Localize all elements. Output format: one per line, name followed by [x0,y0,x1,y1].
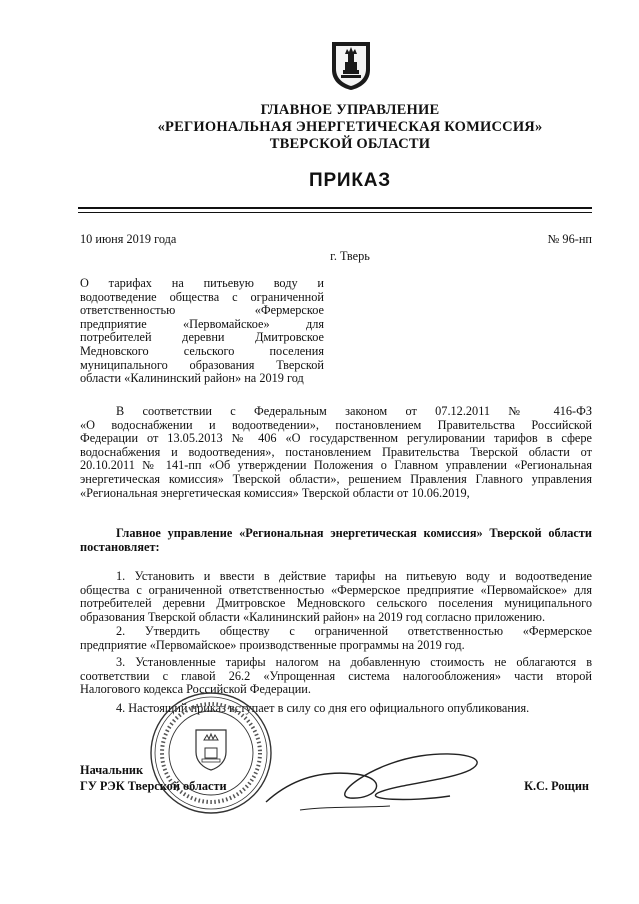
preamble-line: «Региональная энергетическая комиссия» Тверской области от 10.06.2019, [80,485,470,500]
item-line: потребителей деревни Дмитровское Медновского сельского поселения муниципального [80,596,592,611]
subject-line: предприятие «Первомайское» для [80,316,324,331]
document-subject [80,277,324,386]
preamble-line: энергетическая комиссия» Тверской области», решением Правления Главного управления [80,471,592,486]
subject-line: муниципального образования Тверской [80,357,324,372]
item-line: общества с ограниченной ответственностью «Фермерское предприятие «Первомайское» для [80,582,592,597]
document-city: г. Тверь [330,249,370,263]
preamble-line: В соответствии с Федеральным законом от 07.12.2011 № 416-ФЗ [116,404,592,418]
item-line: образования Тверской области «Калининский район» на 2019 год согласно приложению. [80,609,546,624]
subject-line: ответственностью «Фермерское [80,303,324,318]
resolution-line: Главное управление «Региональная энергетическая комиссия» Тверской области [116,526,592,540]
signatory-position [80,762,227,794]
signatory-name: К.С. Рощин [524,779,589,793]
preamble-line: «О водоснабжении и водоотведении», постановлением Правительства Российской [80,417,592,432]
subject-line: потребителей деревни Дмитровское [80,330,324,345]
coat-of-arms-icon [330,40,372,92]
subject-line: области «Калининский район» на 2019 год [80,371,304,386]
official-seal [148,690,274,816]
handwritten-signature [260,740,500,830]
item-line: 1. Установить и ввести в действие тарифы на питьевую воду и водоотведение [116,569,592,583]
subject-line: Медновского сельского поселения [80,343,324,358]
order-item-1 [80,570,592,624]
item-line: предприятие «Первомайское» производственные программы на 2019 год. [80,637,465,652]
item-line: соответствии с главой 26.2 «Упрощенная система налогообложения» части второй [80,668,592,683]
subject-line: водоотведение общества с ограниченной [80,289,324,304]
preamble-line: 20.10.2011 № 141-пп «Об утверждении Положения о Главном управлении «Региональная [80,458,592,473]
item-line: 4. Настоящий приказ вступает в силу со дня его официального опубликования. [116,701,530,715]
header-divider-thin [78,212,592,213]
item-line: 2. Утвердить обществу с ограниченной ответственностью «Фермерское [116,624,592,638]
header-divider [78,207,592,209]
preamble-line: Федерации от 13.05.2013 № 406 «О государственном регулировании тарифов в сфере [80,431,592,446]
org-name-line1: ГЛАВНОЕ УПРАВЛЕНИЕ [260,102,440,118]
resolution-line: постановляет: [80,539,160,554]
signatory-position-line2: ГУ РЭК Тверской области [80,779,227,793]
preamble [80,405,592,500]
document-title: ПРИКАЗ [308,170,391,191]
item-line: Налогового кодекса Российской Федерации. [80,682,311,697]
order-item-2 [80,625,592,652]
item-line: 3. Установленные тарифы налогом на добавленную стоимость не облагаются в [116,655,592,669]
resolution-heading [80,527,592,554]
signatory-position-line1: Начальник [80,763,144,777]
org-name-line2: «РЕГИОНАЛЬНАЯ ЭНЕРГЕТИЧЕСКАЯ КОМИССИЯ» [157,119,543,135]
preamble-line: водоснабжения и водоотведения», постановлением Правительства Тверской области от [80,444,592,459]
document-date: 10 июня 2019 года [80,232,177,246]
org-name-line3: ТВЕРСКОЙ ОБЛАСТИ [269,136,431,152]
subject-line: О тарифах на питьевую воду и [80,276,324,290]
document-number: № 96-нп [547,232,592,246]
